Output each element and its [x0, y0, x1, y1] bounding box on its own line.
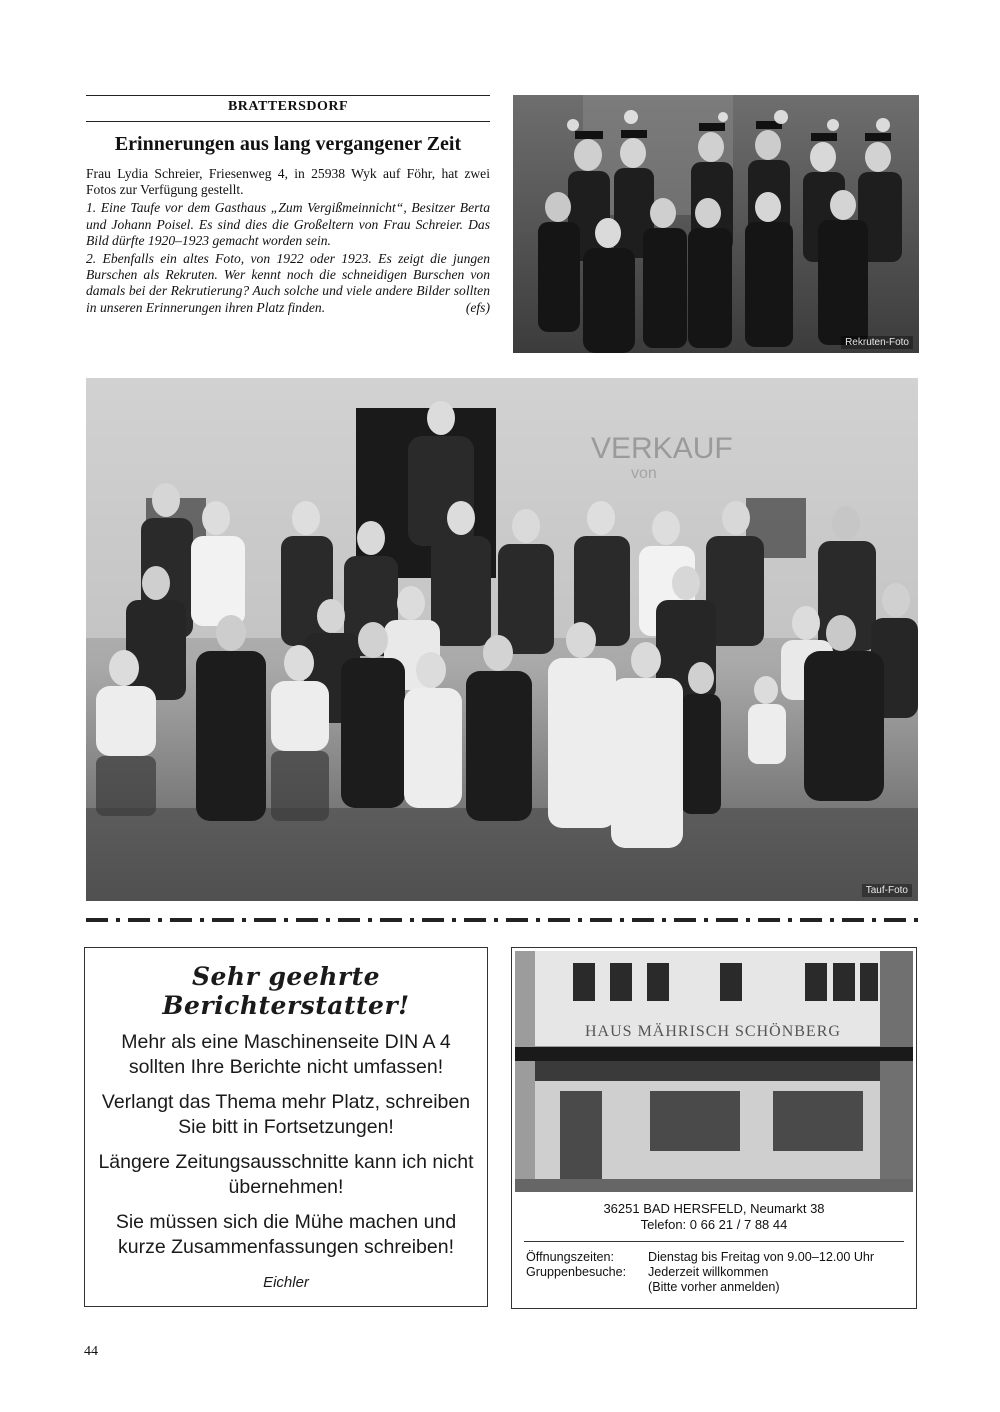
reporter-notice-box	[84, 947, 488, 1307]
ad-phone: Telefon: 0 66 21 / 7 88 44	[640, 1217, 788, 1232]
shop-sign-subtext: von	[631, 465, 657, 482]
article-item-2	[86, 251, 490, 316]
christening-photo-caption: Tauf-Foto	[862, 884, 912, 897]
recruits-photo-image	[513, 95, 919, 353]
ad-divider	[524, 1241, 904, 1242]
christening-photo	[86, 378, 918, 901]
notice-paragraph-3: Längere Zeitungsausschnitte kann ich nicht übernehmen!	[98, 1151, 474, 1198]
ad-hours-block	[526, 1250, 874, 1295]
article-credit: (efs)	[465, 299, 490, 315]
notice-paragraph-1: Mehr als eine Maschinenseite DIN A 4 sollten Ihre Berichte nicht umfassen!	[121, 1031, 451, 1078]
article-body	[86, 166, 490, 318]
notice-paragraph-2: Verlangt das Thema mehr Platz, schreiben Sie bitt in Fortsetzungen!	[101, 1091, 471, 1138]
section-rule	[86, 121, 490, 122]
notice-title: Sehr geehrte Berichterstatter!	[162, 962, 410, 1020]
groups-value: Jederzeit willkommen	[648, 1265, 769, 1279]
groups-label: Gruppenbesuche:	[526, 1265, 627, 1279]
article-item-2-text: 2. Ebenfalls ein altes Foto, von 1922 oder 1923. Es zeigt die jungen Burschen als Rekruten. Wer kennt noch die schneidigen Burschen von damals bei der Rekrutierung? Auch solche und viele andere Bilder sollten in unseren Erinnerungen ihren Platz finden.	[86, 251, 490, 315]
groups-note: (Bitte vorher anmelden)	[648, 1280, 780, 1294]
article-intro: Frau Lydia Schreier, Friesenweg 4, in 25938 Wyk auf Föhr, hat zwei Fotos zur Verfügung gestellt.	[86, 166, 490, 198]
notice-paragraph-4: Sie müssen sich die Mühe machen und kurze Zusammenfassungen schreiben!	[115, 1211, 457, 1258]
notice-signature: Eichler	[263, 1274, 309, 1291]
hours-label: Öffnungszeiten:	[526, 1250, 614, 1264]
hours-value: Dienstag bis Freitag von 9.00–12.00 Uhr	[648, 1250, 875, 1264]
article-item-1: 1. Eine Taufe vor dem Gasthaus „Zum Vergißmeinnicht“, Besitzer Berta und Johann Poisel. Es sind dies die Großeltern von Frau Schreier. Das Bild dürfte 1920–1923 gemacht worden sein.	[86, 200, 490, 248]
article-headline: Erinnerungen aus lang vergangener Zeit	[114, 133, 462, 155]
recruits-photo	[513, 95, 919, 353]
building-photo-image	[515, 951, 913, 1192]
top-rule	[86, 95, 490, 96]
ad-address: 36251 BAD HERSFELD, Neumarkt 38	[603, 1201, 825, 1216]
ad-address-block	[512, 1201, 916, 1233]
dash-dot-separator	[86, 918, 918, 922]
christening-photo-image	[86, 378, 918, 901]
shop-sign-text: VERKAUF	[591, 432, 733, 465]
building-sign-text: HAUS MÄHRISCH SCHÖNBERG	[585, 1023, 841, 1040]
page-number: 44	[84, 1344, 98, 1359]
recruits-photo-caption: Rekruten-Foto	[841, 336, 913, 349]
building-photo	[515, 951, 913, 1192]
section-title: BRATTERSDORF	[227, 99, 349, 114]
advertisement-box	[511, 947, 917, 1309]
